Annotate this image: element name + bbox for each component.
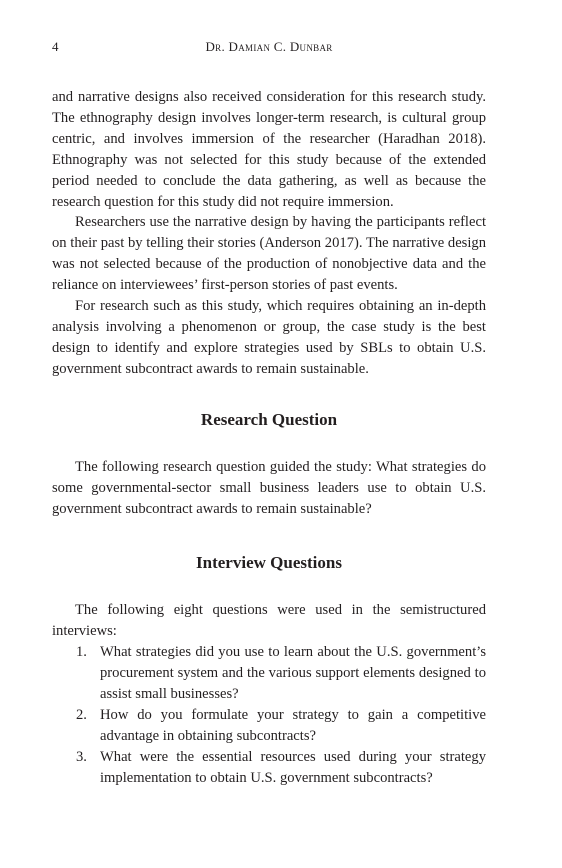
list-item-number: 2. bbox=[76, 706, 87, 723]
list-item-text: What strategies did you use to learn about the U.S. government’s procurement system and the various support elements designed to assist small businesses? bbox=[100, 644, 486, 703]
list-item-text: How do you formulate your strategy to gain a competitive advantage in obtaining subcontracts? bbox=[100, 706, 486, 744]
list-item bbox=[52, 705, 486, 747]
page-number: 4 bbox=[52, 39, 59, 54]
page-header bbox=[52, 39, 486, 59]
list-item bbox=[52, 747, 486, 789]
section-heading-interview-questions: Interview Questions bbox=[196, 553, 342, 573]
list-item-number: 3. bbox=[76, 748, 87, 765]
list-item bbox=[52, 642, 486, 705]
section-heading-research-question: Research Question bbox=[200, 409, 338, 429]
body-text bbox=[52, 87, 486, 789]
paragraph: and narrative designs also received consideration for this research study. The ethnography design involves longer-term research, is cultural group centric, and involves immersion of the researcher (Haradhan 2018). Ethnography was not selected for this study because of the extended period needed to conclude the data gathering, as well as because the research question for this study did not require immersion. bbox=[52, 89, 486, 210]
paragraph: The following research question guided the study: What strategies do some governmental-sector small business leaders use to obtain U.S. government subcontract awards to remain sustainable? bbox=[52, 458, 486, 517]
interview-question-list bbox=[52, 642, 486, 788]
list-item-text: What were the essential resources used during your strategy implementation to obtain U.S. government subcontracts? bbox=[100, 748, 486, 786]
running-head: Dr. Damian C. Dunbar bbox=[205, 39, 333, 54]
paragraph: For research such as this study, which requires obtaining an in-depth analysis involving a phenomenon or group, the case study is the best design to identify and explore strategies used by SBLs to obtain U.S. government subcontract awards to remain sustainable. bbox=[52, 298, 486, 377]
list-item-number: 1. bbox=[76, 644, 87, 661]
paragraph: Researchers use the narrative design by having the participants reflect on their past by telling their stories (Anderson 2017). The narrative design was not selected because of the production of nonobjective data and the reliance on interviewees’ first-person stories of past events. bbox=[52, 214, 486, 294]
paragraph: The following eight questions were used in the semistructured interviews: bbox=[52, 602, 486, 640]
